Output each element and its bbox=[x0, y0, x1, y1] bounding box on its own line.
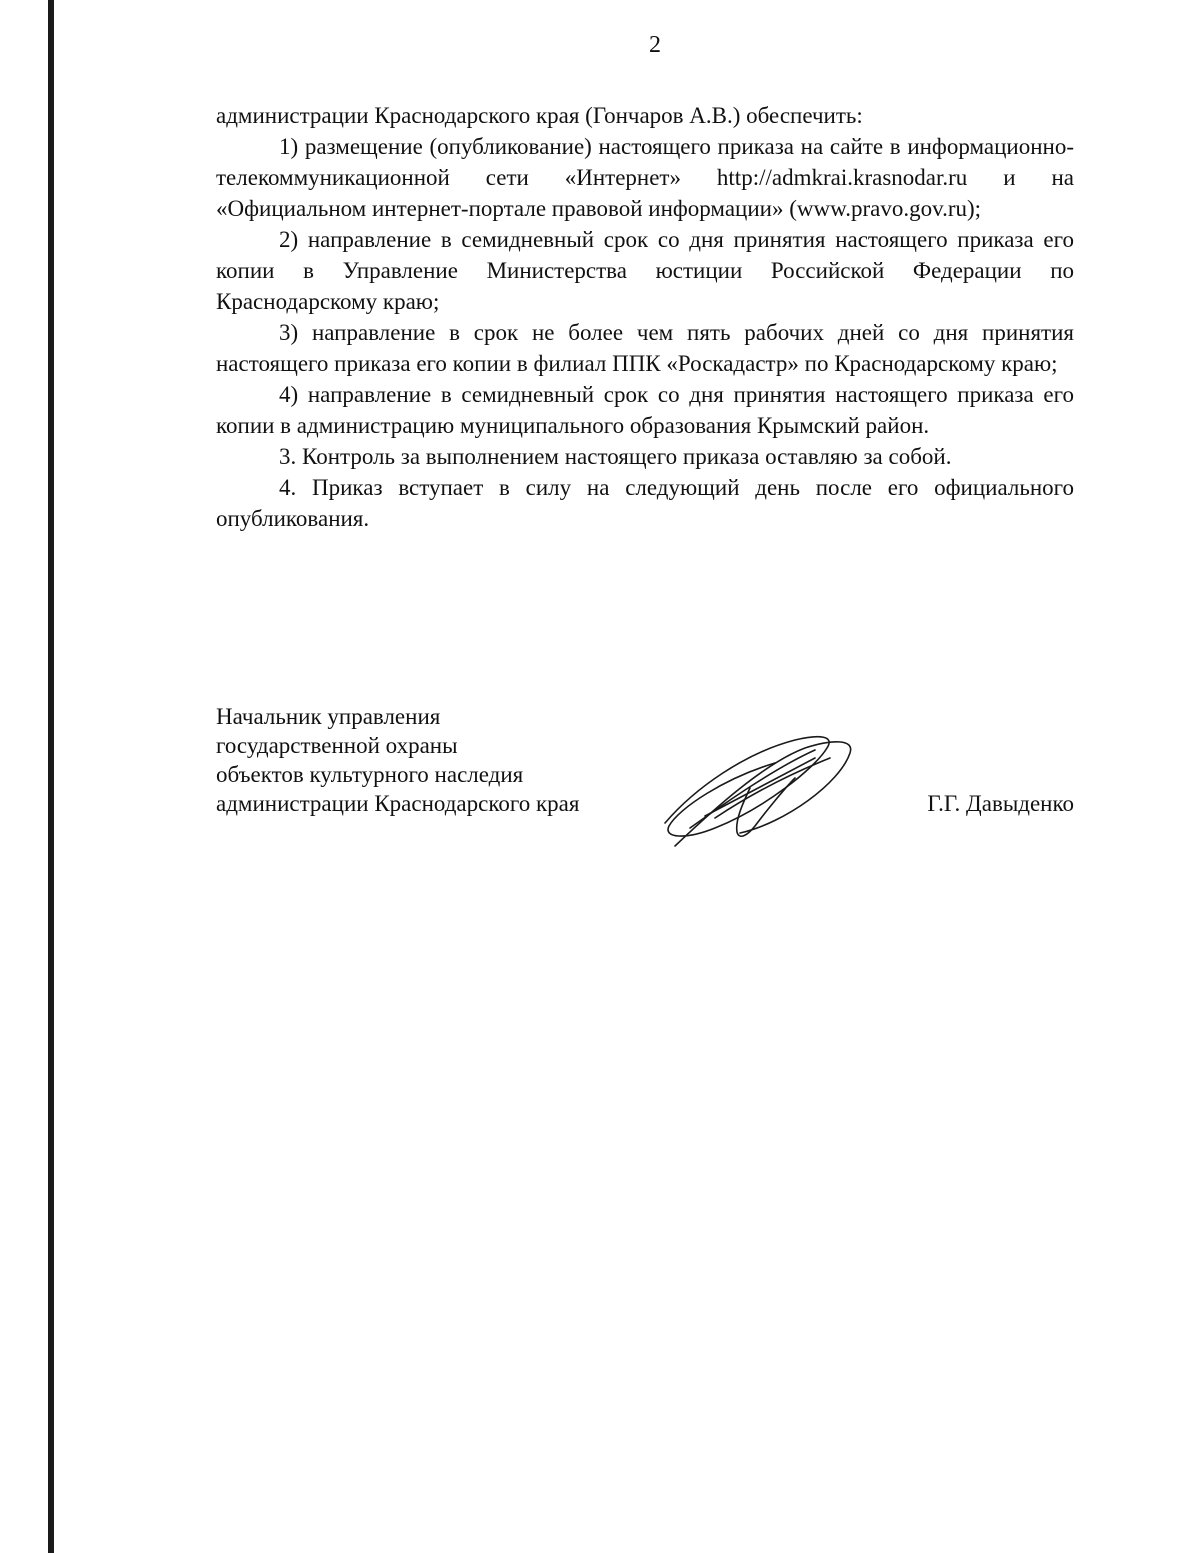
signer-position-line: администрации Краснодарского края bbox=[216, 791, 580, 816]
signer-position-line: Начальник управления bbox=[216, 704, 441, 729]
signer-name: Г.Г. Давыденко bbox=[927, 791, 1074, 816]
paragraph-item-4: 4) направление в семидневный срок со дня принятия настоящего приказа его копии в администрацию муниципального образования Крымский район. bbox=[216, 382, 1074, 438]
handwritten-signature bbox=[655, 728, 865, 848]
signer-position-line: государственной охраны bbox=[216, 733, 458, 758]
paragraph-clause-4: 4. Приказ вступает в силу на следующий день после его официального опубликования. bbox=[216, 475, 1074, 531]
page-number: 2 bbox=[649, 32, 661, 58]
paragraph-item-2: 2) направление в семидневный срок со дня принятия настоящего приказа его копии в Управление Министерства юстиции Российской Федерации по Краснодарскому краю; bbox=[216, 227, 1074, 314]
paragraph-item-1: 1) размещение (опубликование) настоящего приказа на сайте в информационно-телекоммуникационной сети «Интернет» http://admkrai.krasnodar.ru и на «Официальном интернет-портале правовой информации» (www.pravo.gov.ru); bbox=[216, 134, 1074, 221]
paragraph-clause-3: 3. Контроль за выполнением настоящего приказа оставляю за собой. bbox=[279, 444, 952, 469]
paragraph-item-3: 3) направление в срок не более чем пять рабочих дней со дня принятия настоящего приказа его копии в филиал ППК «Роскадастр» по Краснодарскому краю; bbox=[216, 320, 1074, 376]
page-edge-border bbox=[48, 0, 54, 1553]
paragraph-intro: администрации Краснодарского края (Гончаров А.В.) обеспечить: bbox=[216, 103, 863, 128]
signer-position-line: объектов культурного наследия bbox=[216, 762, 524, 787]
document-body bbox=[216, 100, 1074, 534]
